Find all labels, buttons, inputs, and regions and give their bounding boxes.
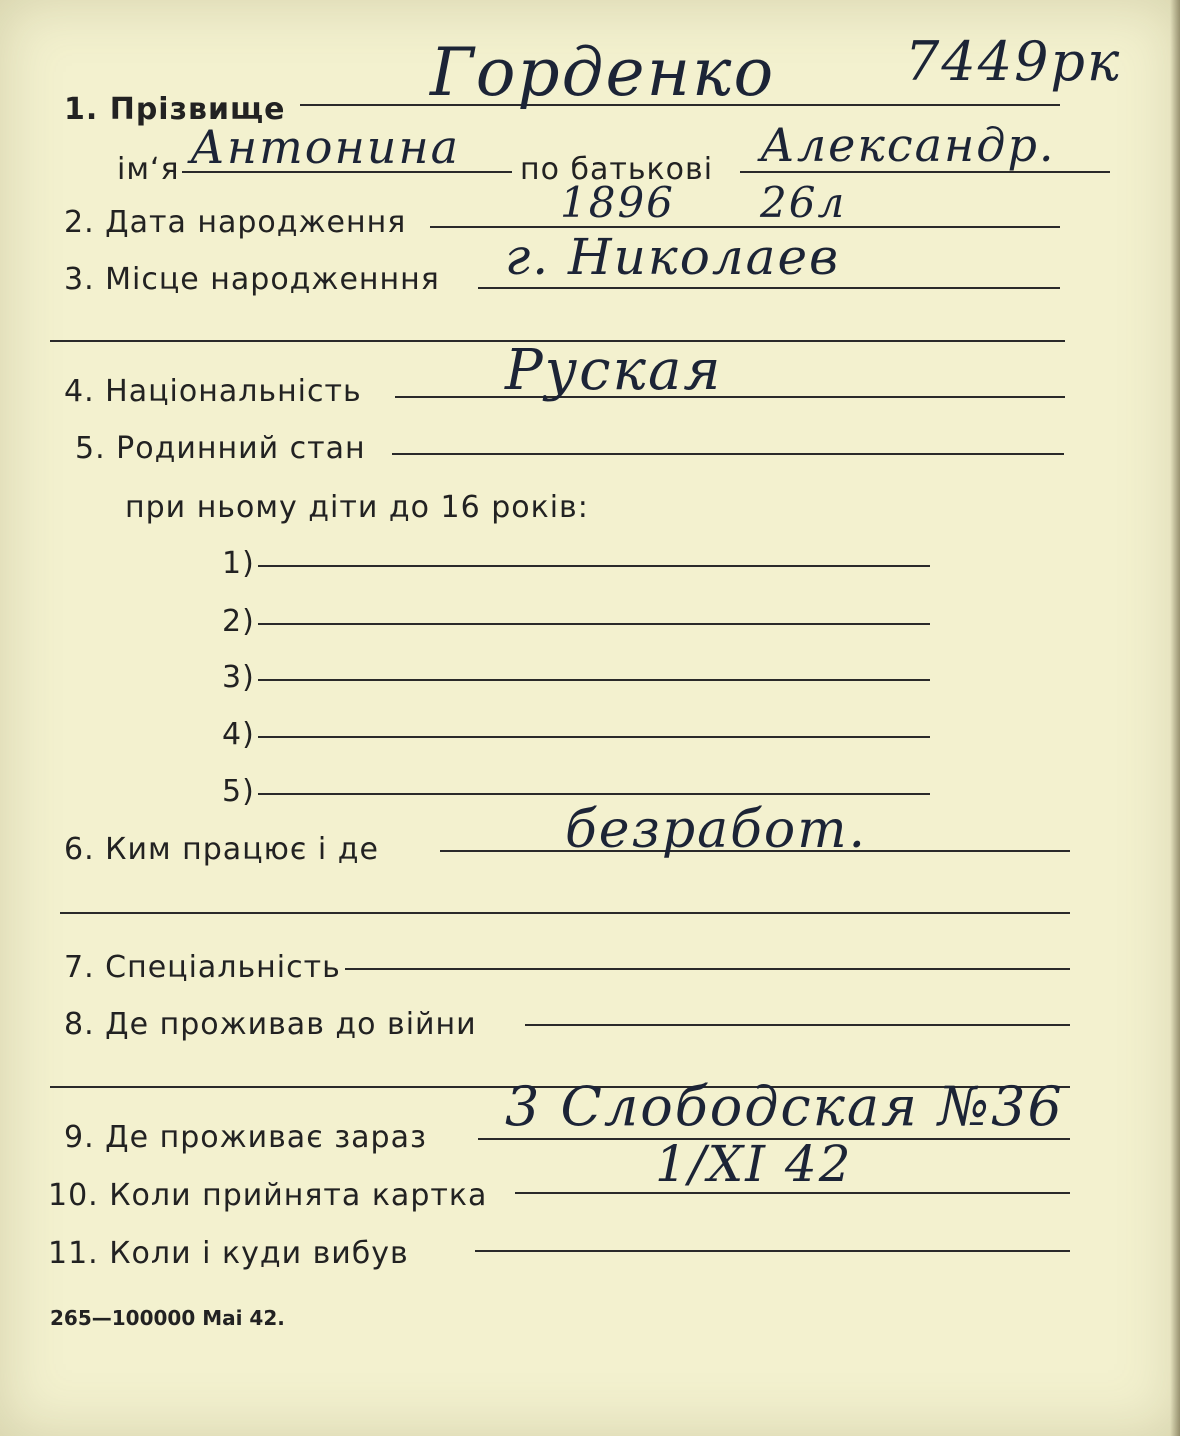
label-current-residence: 9. Де проживає зараз xyxy=(64,1120,427,1155)
line-child-2 xyxy=(258,623,930,625)
line-departure xyxy=(475,1250,1070,1252)
line-specialty xyxy=(345,968,1070,970)
line-child-1 xyxy=(258,565,930,567)
label-card-date: 10. Коли прийнята картка xyxy=(48,1178,488,1213)
line-birthplace xyxy=(478,287,1060,289)
hw-address: 3 Слободская №36 xyxy=(505,1075,1064,1138)
hw-birthplace: г. Николаев xyxy=(505,228,841,286)
line-family-status xyxy=(392,453,1064,455)
label-patronymic: по батькові xyxy=(520,152,714,187)
print-footer: 265—100000 Mai 42. xyxy=(50,1306,285,1330)
hw-age: 26л xyxy=(760,178,847,227)
label-birthplace: 3. Місце народженння xyxy=(64,262,440,297)
line-occupation-extra xyxy=(60,912,1070,914)
hw-occupation: безработ. xyxy=(565,800,868,860)
hw-birth-year: 1896 xyxy=(560,178,675,227)
label-child-2: 2) xyxy=(222,604,255,639)
label-child-5: 5) xyxy=(222,774,255,809)
paper-edge-shadow xyxy=(1170,0,1180,1436)
line-child-3 xyxy=(258,679,930,681)
line-child-5 xyxy=(258,793,930,795)
line-child-4 xyxy=(258,736,930,738)
hw-card-number: 7449рк xyxy=(905,30,1122,93)
hw-card-date: 1/XI 42 xyxy=(655,1135,853,1193)
label-children: при ньому діти до 16 років: xyxy=(125,490,589,525)
line-prewar-residence xyxy=(525,1024,1070,1026)
hw-patronymic: Александр. xyxy=(760,118,1056,172)
label-surname: 1. Прізвище xyxy=(64,92,286,127)
hw-first-name: Антонина xyxy=(190,120,461,174)
label-first-name: ім‘я xyxy=(117,152,180,187)
hw-surname: Горденко xyxy=(430,34,776,111)
label-specialty: 7. Спеціальність xyxy=(64,950,341,985)
label-prewar-residence: 8. Де проживав до війни xyxy=(64,1007,477,1042)
hw-nationality: Руская xyxy=(505,338,723,403)
label-nationality: 4. Національність xyxy=(64,374,362,409)
label-birth-date: 2. Дата народження xyxy=(64,205,407,240)
label-family-status: 5. Родинний стан xyxy=(75,431,366,466)
label-departure: 11. Коли і куди вибув xyxy=(48,1236,409,1271)
label-occupation: 6. Ким працює і де xyxy=(64,832,379,867)
label-child-4: 4) xyxy=(222,717,255,752)
label-child-1: 1) xyxy=(222,546,255,581)
label-child-3: 3) xyxy=(222,660,255,695)
line-nationality xyxy=(395,396,1065,398)
